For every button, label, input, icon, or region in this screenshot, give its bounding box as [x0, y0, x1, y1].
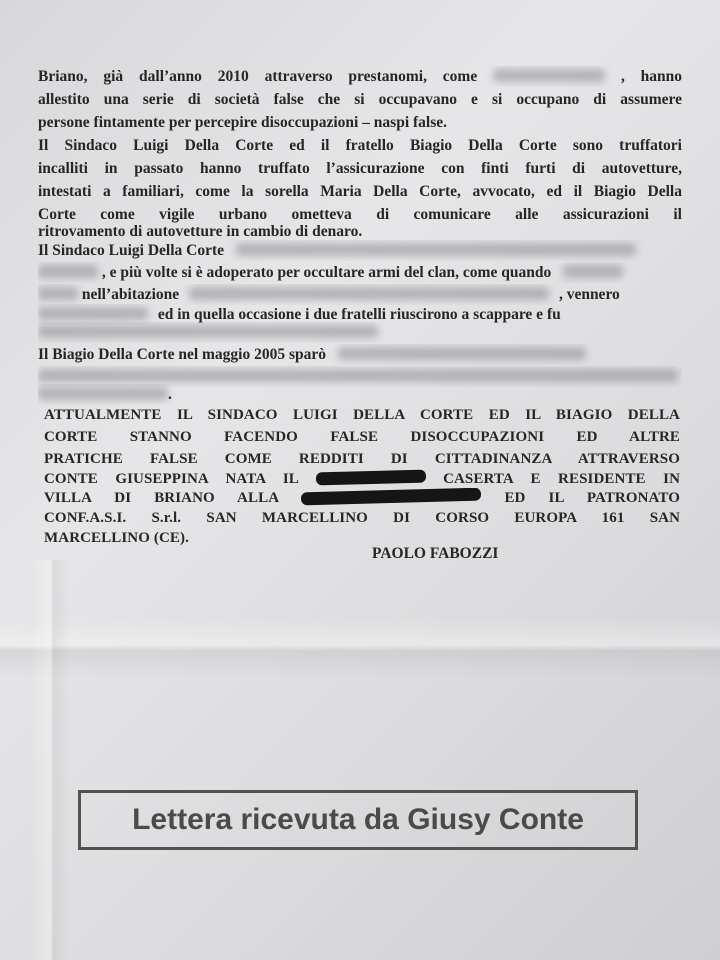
paper-fold: [0, 618, 720, 678]
letter-line: nell’abitazione , vennero: [38, 284, 682, 305]
letter-line: [38, 322, 682, 343]
redacted-ink: [315, 470, 425, 486]
letter-line: incalliti in passato hanno truffato l’assicurazione con finti furti di autovetture,: [38, 160, 682, 177]
signature: PAOLO FABOZZI: [372, 545, 499, 562]
redacted-text: [236, 243, 636, 256]
letter-line: CORTE STANNO FACENDO FALSE DISOCCUPAZIONI ED ALTRE: [44, 429, 680, 445]
redacted-text: [38, 387, 168, 400]
letter-line: Il Biagio Della Corte nel maggio 2005 sparò: [38, 344, 682, 365]
letter-line: intestati a familiari, come la sorella Maria Della Corte, avvocato, ed il Biagio Della: [38, 183, 682, 200]
letter-line: MARCELLINO (CE).: [44, 530, 189, 546]
letter-line: , e più volte si è adoperato per occultare armi del clan, come quando: [38, 262, 682, 283]
redacted-text: [38, 325, 378, 338]
letter-line: ATTUALMENTE IL SINDACO LUIGI DELLA CORTE ED IL BIAGIO DELLA: [44, 407, 680, 423]
letter-line: Il Sindaco Luigi Della Corte ed il fratello Biagio Della Corte sono truffatori: [38, 137, 682, 154]
letter-line: CONF.A.S.I. S.r.l. SAN MARCELLINO DI CORSO EUROPA 161 SAN: [44, 510, 680, 526]
letter-line: VILLA DI BRIANO ALLA ED IL PATRONATO: [44, 488, 680, 509]
letter-line: allestito una serie di società false che si occupavano e si occupano di assumere: [38, 91, 682, 108]
redacted-text: [563, 265, 623, 278]
stamp-label: Lettera ricevuta da Giusy Conte: [78, 790, 638, 850]
letter-line: ed in quella occasione i due fratelli riuscirono a scappare e fu: [38, 304, 682, 325]
redacted-text: [38, 369, 678, 382]
letter-line: persone fintamente per percepire disoccupazioni – naspi false.: [38, 114, 448, 131]
letter-line: Corte come vigile urbano ometteva di comunicare alle assicurazioni il: [38, 206, 682, 223]
letter-line: Briano, già dall’anno 2010 attraverso prestanomi, come , hanno: [38, 68, 682, 85]
letter-line: Il Sindaco Luigi Della Corte: [38, 240, 682, 261]
redacted-ink: [301, 488, 481, 505]
paper-fold-vertical: [30, 560, 70, 960]
redacted-text: [38, 265, 98, 278]
redacted-text: [189, 287, 549, 300]
redacted-name: [493, 69, 605, 82]
letter-line: PRATICHE FALSE COME REDDITI DI CITTADINANZA ATTRAVERSO: [44, 451, 680, 467]
letter-line: CONTE GIUSEPPINA NATA IL CASERTA E RESIDENTE IN: [44, 471, 680, 487]
redacted-text: [38, 307, 148, 320]
letter-line: .: [38, 384, 682, 405]
redacted-text: [338, 347, 586, 360]
letter-line: ritrovamento di autovetture in cambio di denaro.: [38, 223, 363, 240]
redacted-text: [38, 287, 78, 300]
